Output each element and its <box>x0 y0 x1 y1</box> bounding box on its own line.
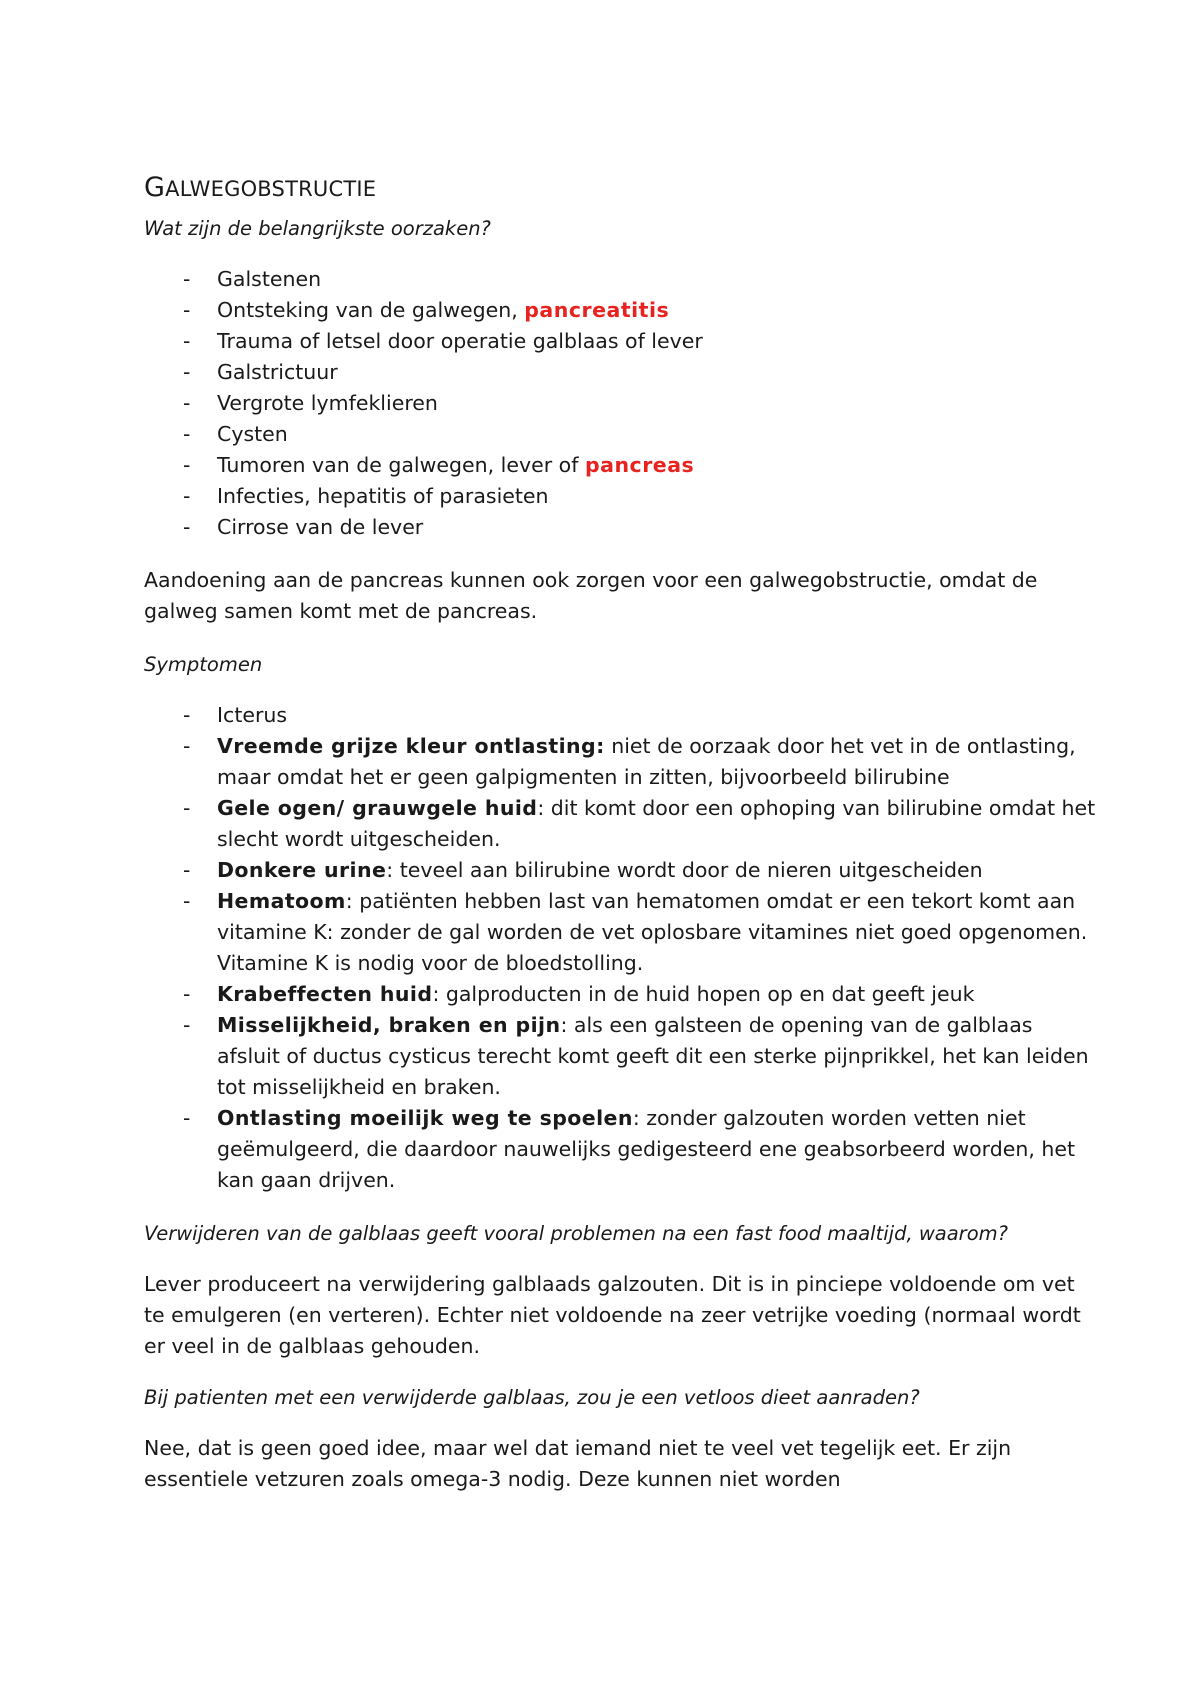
dash-marker: - <box>183 453 191 477</box>
spacer <box>144 627 1100 649</box>
symptom-term: Krabeffecten huid <box>217 982 433 1006</box>
causes-list <box>144 264 1100 543</box>
dash-marker: - <box>183 1013 191 1037</box>
cause-text: Trauma of letsel door operatie galblaas of lever <box>217 329 703 353</box>
symptom-text: : zonder galzouten worden vetten niet geëmulgeerd, die daardoor nauwelijks gedigesteerd ene geabsorbeerd worden, het kan gaan drijven. <box>217 1106 1075 1192</box>
dash-marker: - <box>183 267 191 291</box>
list-item <box>144 731 1100 793</box>
list-item <box>144 700 1100 731</box>
symptom-term: Hematoom <box>217 889 346 913</box>
list-item <box>144 512 1100 543</box>
paragraph-pancreas: Aandoening aan de pancreas kunnen ook zorgen voor een galwegobstructie, omdat de galweg samen komt met de pancreas. <box>144 568 1038 623</box>
dash-marker: - <box>183 391 191 415</box>
symptom-text: Icterus <box>217 703 288 727</box>
cause-text: Galstenen <box>217 267 322 291</box>
dash-marker: - <box>183 982 191 1006</box>
list-item <box>144 326 1100 357</box>
dash-marker: - <box>183 858 191 882</box>
question-fastfood: Verwijderen van de galblaas geeft vooral problemen na een fast food maaltijd, waarom? <box>144 1222 1008 1245</box>
list-item <box>144 388 1100 419</box>
list-item <box>144 1010 1100 1103</box>
dash-marker: - <box>183 796 191 820</box>
symptoms-list <box>144 700 1100 1196</box>
cause-text: Cirrose van de lever <box>217 515 424 539</box>
symptom-term: Vreemde grijze kleur ontlasting: <box>217 734 605 758</box>
dash-marker: - <box>183 734 191 758</box>
spacer <box>144 543 1100 565</box>
paragraph-nee: Nee, dat is geen goed idee, maar wel dat iemand niet te veel vet tegelijk eet. Er zijn essentiele vetzuren zoals omega-3 nodig. Deze kunnen niet worden <box>144 1436 1012 1491</box>
cause-text: Galstrictuur <box>217 360 338 384</box>
symptom-text: : patiënten hebben last van hematomen omdat er een tekort komt aan vitamine K: zonder de gal worden de vet oplosbare vitamines niet goed opgenomen. Vitamine K is nodig voor de bloedstolling. <box>217 889 1088 975</box>
list-item <box>144 886 1100 979</box>
dash-marker: - <box>183 422 191 446</box>
paragraph-lever: Lever produceert na verwijdering galblaads galzouten. Dit is in pinciepe voldoende om vet te emulgeren (en verteren). Echter niet voldoende na zeer vetrijke voeding (normaal wordt er veel in de galblaas gehouden. <box>144 1272 1081 1358</box>
spacer <box>144 1196 1100 1218</box>
list-item <box>144 1103 1100 1196</box>
question-symptoms: Symptomen <box>144 653 263 676</box>
spacer <box>144 1413 1100 1433</box>
list-item <box>144 855 1100 886</box>
list-item <box>144 979 1100 1010</box>
symptom-term: Ontlasting moeilijk weg te spoelen <box>217 1106 633 1130</box>
dash-marker: - <box>183 889 191 913</box>
dash-marker: - <box>183 329 191 353</box>
list-item <box>144 419 1100 450</box>
dash-marker: - <box>183 1106 191 1130</box>
dash-marker: - <box>183 703 191 727</box>
list-item <box>144 450 1100 481</box>
list-item <box>144 295 1100 326</box>
highlight-text: pancreas <box>584 453 695 477</box>
cause-text: Tumoren van de galwegen, lever of <box>217 453 585 477</box>
cause-text: Vergrote lymfeklieren <box>217 391 438 415</box>
dash-marker: - <box>183 298 191 322</box>
list-item <box>144 357 1100 388</box>
list-item <box>144 264 1100 295</box>
symptom-text: : als een galsteen de opening van de galblaas afsluit of ductus cysticus terecht komt geeft dit een sterke pijnprikkel, het kan leiden tot misselijkheid en braken. <box>217 1013 1089 1099</box>
symptom-term: Misselijkheid, braken en pijn <box>217 1013 561 1037</box>
dash-marker: - <box>183 360 191 384</box>
symptom-term: Gele ogen/ grauwgele huid <box>217 796 538 820</box>
symptom-text: : galproducten in de huid hopen op en dat geeft jeuk <box>432 982 975 1006</box>
symptom-text: : dit komt door een ophoping van bilirubine omdat het slecht wordt uitgescheiden. <box>217 796 1096 851</box>
list-item <box>144 481 1100 512</box>
spacer <box>144 1362 1100 1382</box>
title-rest: ALWEGOBSTRUCTIE <box>165 177 377 201</box>
symptom-term: Donkere urine <box>217 858 387 882</box>
question-causes: Wat zijn de belangrijkste oorzaken? <box>144 217 491 240</box>
dash-marker: - <box>183 515 191 539</box>
cause-text: Infecties, hepatitis of parasieten <box>217 484 549 508</box>
highlight-text: pancreatitis <box>524 298 670 322</box>
title-initial: G <box>144 172 166 203</box>
spacer <box>144 244 1100 264</box>
symptom-text: : teveel aan bilirubine wordt door de nieren uitgescheiden <box>386 858 983 882</box>
question-dieet: Bij patienten met een verwijderde galblaas, zou je een vetloos dieet aanraden? <box>144 1386 920 1409</box>
page-title <box>144 172 1100 203</box>
spacer <box>144 1249 1100 1269</box>
list-item <box>144 793 1100 855</box>
dash-marker: - <box>183 484 191 508</box>
cause-text: Cysten <box>217 422 288 446</box>
cause-text: Ontsteking van de galwegen, <box>217 298 525 322</box>
symptom-text: niet de oorzaak door het vet in de ontlasting, maar omdat het er geen galpigmenten in zitten, bijvoorbeeld bilirubine <box>217 734 1076 789</box>
spacer <box>144 680 1100 700</box>
